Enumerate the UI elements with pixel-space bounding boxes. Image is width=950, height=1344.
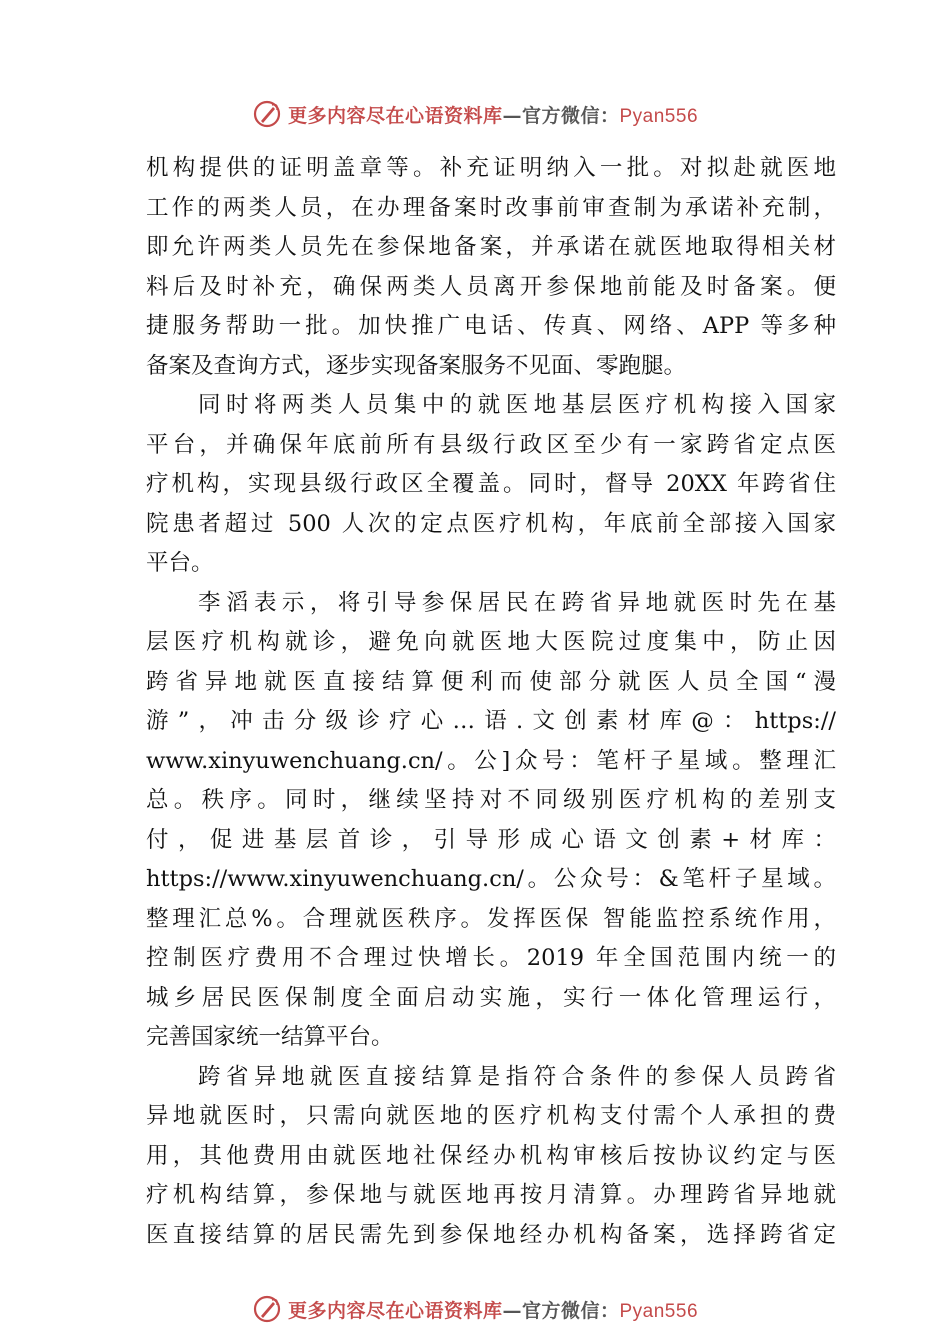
text-line: 平台。 xyxy=(146,550,214,576)
quill-seal-icon xyxy=(252,99,282,129)
text-line: 完善国家统一结算平台。 xyxy=(146,1024,394,1050)
text-line: 疗机构，实现县级行政区全覆盖。同时，督导 20XX 年跨省住 xyxy=(146,471,836,497)
text-line: 用，其他费用由就医地社保经办机构审核后按协议约定与医 xyxy=(146,1142,836,1169)
text-line: 医直接结算的居民需先到参保地经办机构备案，选择跨省定 xyxy=(146,1221,836,1248)
text-line: 即允许两类人员先在参保地备案，并承诺在就医地取得相关材 xyxy=(146,234,836,260)
footer-banner xyxy=(0,1289,950,1329)
text-line: 备案及查询方式，逐步实现备案服务不见面、零跑腿。 xyxy=(146,352,687,379)
banner-wechat-id: Pyan556 xyxy=(619,1300,699,1322)
text-line: 机构提供的证明盖章等。补充证明纳入一批。对拟赴就医地 xyxy=(146,155,836,181)
text-line: www.xinyuwenchuang.cn/。公]众号：笔杆子星域。整理汇 xyxy=(146,747,836,774)
document-body xyxy=(146,149,836,1255)
header-banner-inner xyxy=(252,99,698,129)
text-line: 院患者超过 500 人次的定点医疗机构，年底前全部接入国家 xyxy=(146,510,836,537)
banner-gray-text: 官方微信： xyxy=(521,1299,620,1322)
banner-text xyxy=(288,1296,698,1323)
banner-red-text: 更多内容尽在心语资料库 xyxy=(287,104,503,127)
text-line: 总。秩序。同时，继续坚持对不同级别医疗机构的差别支 xyxy=(146,787,836,813)
text-line: 跨省异地就医直接结算是指符合条件的参保人员跨省 xyxy=(198,1063,836,1090)
text-line: 李滔表示，将引导参保居民在跨省异地就医时先在基 xyxy=(198,589,836,616)
text-line: 异地就医时，只需向就医地的医疗机构支付需个人承担的费 xyxy=(146,1103,836,1129)
banner-red-text: 更多内容尽在心语资料库 xyxy=(287,1299,503,1322)
text-line: 城乡居民医保制度全面启动实施，实行一体化管理运行， xyxy=(146,984,836,1011)
text-line: 平台，并确保年底前所有县级行政区至少有一家跨省定点医 xyxy=(146,431,836,458)
banner-gray-text: 官方微信： xyxy=(521,104,620,127)
text-line: 料后及时补充，确保两类人员离开参保地前能及时备案。便 xyxy=(146,273,836,300)
text-line: 跨省异地就医直接结算便利而使部分就医人员全国“漫 xyxy=(146,668,836,695)
footer-banner-inner xyxy=(252,1294,698,1324)
text-line: https://www.xinyuwenchuang.cn/。公众号：&笔杆子星域。 xyxy=(146,866,836,892)
text-line: 游”，冲击分级诊疗心…语.文创素材库@：https:// xyxy=(146,708,836,734)
quill-seal-icon xyxy=(252,1294,282,1324)
text-line: 控制医疗费用不合理过快增长。2019 年全国范围内统一的 xyxy=(146,945,836,971)
header-banner xyxy=(0,94,950,134)
text-line: 同时将两类人员集中的就医地基层医疗机构接入国家 xyxy=(198,392,836,418)
banner-dash: — xyxy=(502,104,522,127)
text-line: 整理汇总%。合理就医秩序。发挥医保 智能监控系统作用， xyxy=(146,905,836,932)
text-line: 疗机构结算，参保地与就医地再按月清算。办理跨省异地就 xyxy=(146,1182,836,1208)
banner-text xyxy=(288,101,698,128)
banner-wechat-id: Pyan556 xyxy=(619,105,699,127)
banner-dash: — xyxy=(502,1299,522,1322)
text-line: 层医疗机构就诊，避免向就医地大医院过度集中，防止因 xyxy=(146,629,836,655)
text-line: 付，促进基层首诊，引导形成心语文创素+材库： xyxy=(146,826,836,853)
text-line: 工作的两类人员，在办理备案时改事前审查制为承诺补充制， xyxy=(146,194,836,221)
text-line: 捷服务帮助一批。加快推广电话、传真、网络、APP 等多种 xyxy=(146,313,836,339)
